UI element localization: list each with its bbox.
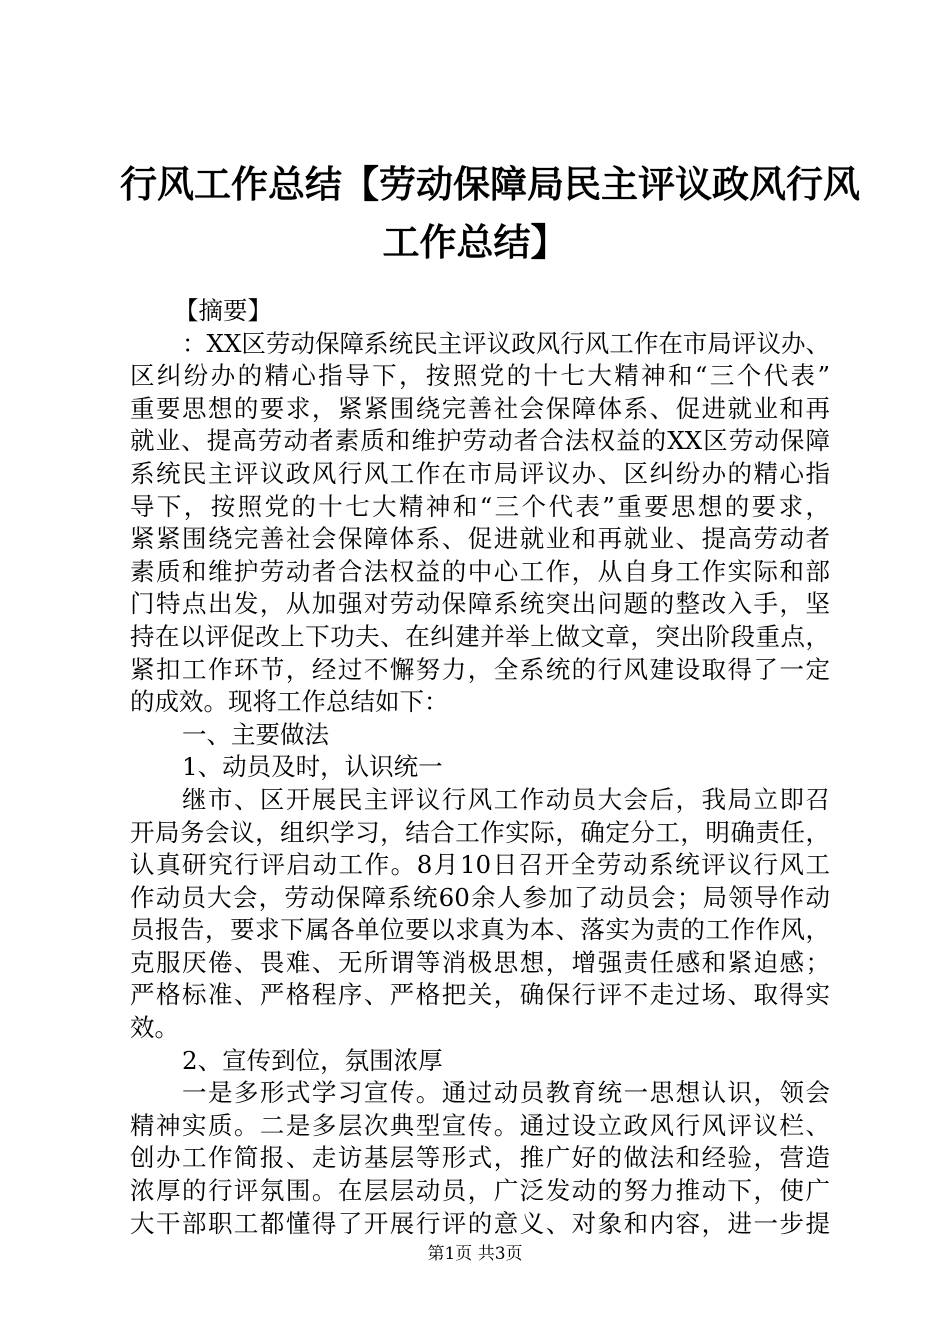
paragraph-line: 严格标准、严格程序、严格把关，确保行评不走过场、取得实 xyxy=(130,980,830,1010)
document-body xyxy=(130,295,830,1240)
paragraph-line: 导下，按照党的十七大精神和“三个代表”重要思想的要求， xyxy=(130,491,830,521)
paragraph-line: 开局务会议，组织学习，结合工作实际，确定分工，明确责任， xyxy=(130,817,830,847)
title-line: 行风工作总结【劳动保障局民主评议政风行风 xyxy=(120,163,860,206)
paragraph-line: 素质和维护劳动者合法权益的中心工作，从自身工作实际和部 xyxy=(130,556,830,586)
paragraph-line: 的成效。现将工作总结如下： xyxy=(130,687,449,717)
paragraph-line: 大干部职工都懂得了开展行评的意义、对象和内容，进一步提 xyxy=(130,1208,830,1238)
paragraph-line: 就业、提高劳动者素质和维护劳动者合法权益的XX区劳动保障 xyxy=(130,426,830,456)
page-footer xyxy=(0,1242,950,1266)
paragraph-line: 门特点出发，从加强对劳动保障系统突出问题的整改入手，坚 xyxy=(130,589,830,619)
paragraph-line: 区纠纷办的精心指导下，按照党的十七大精神和“三个代表” xyxy=(130,361,830,391)
paragraph-line: 一是多形式学习宣传。通过动员教育统一思想认识，领会 xyxy=(182,1078,830,1108)
section-heading: 一、主要做法 xyxy=(182,719,329,749)
abstract-heading: 【摘要】 xyxy=(174,296,272,325)
paragraph-line: 员报告，要求下属各单位要以求真为本、落实为责的工作作风， xyxy=(130,915,830,945)
document-title xyxy=(120,156,860,272)
paragraph-line: 持在以评促改上下功夫、在纠建并举上做文章，突出阶段重点， xyxy=(130,621,830,651)
paragraph-line: 紧扣工作环节，经过不懈努力，全系统的行风建设取得了一定 xyxy=(130,654,830,684)
page-number: 第1页 共3页 xyxy=(427,1244,523,1264)
subsection-heading: 1、动员及时，认识统一 xyxy=(182,752,443,782)
subsection-heading: 2、宣传到位，氛围浓厚 xyxy=(182,1045,443,1075)
paragraph-line: 重要思想的要求，紧紧围绕完善社会保障体系、促进就业和再 xyxy=(130,393,830,423)
paragraph-line: 作动员大会，劳动保障系统60余人参加了动员会；局领导作动 xyxy=(130,882,830,912)
paragraph-line: 浓厚的行评氛围。在层层动员，广泛发动的努力推动下，使广 xyxy=(130,1176,830,1206)
title-line: 工作总结】 xyxy=(382,221,568,264)
paragraph-line: 效。 xyxy=(130,1013,179,1043)
paragraph-line: 紧紧围绕完善社会保障体系、促进就业和再就业、提高劳动者 xyxy=(130,524,830,554)
paragraph-line: ：XX区劳动保障系统民主评议政风行风工作在市局评议办、 xyxy=(182,328,830,358)
paragraph-line: 系统民主评议政风行风工作在市局评议办、区纠纷办的精心指 xyxy=(130,458,830,488)
paragraph-line: 克服厌倦、畏难、无所谓等消极思想，增强责任感和紧迫感； xyxy=(130,947,830,977)
paragraph-line: 精神实质。二是多层次典型宣传。通过设立政风行风评议栏、 xyxy=(130,1110,830,1140)
paragraph-line: 创办工作简报、走访基层等形式，推广好的做法和经验，营造 xyxy=(130,1143,830,1173)
paragraph-line: 认真研究行评启动工作。8月10日召开全劳动系统评议行风工 xyxy=(130,850,830,880)
paragraph-line: 继市、区开展民主评议行风工作动员大会后，我局立即召 xyxy=(182,784,830,814)
